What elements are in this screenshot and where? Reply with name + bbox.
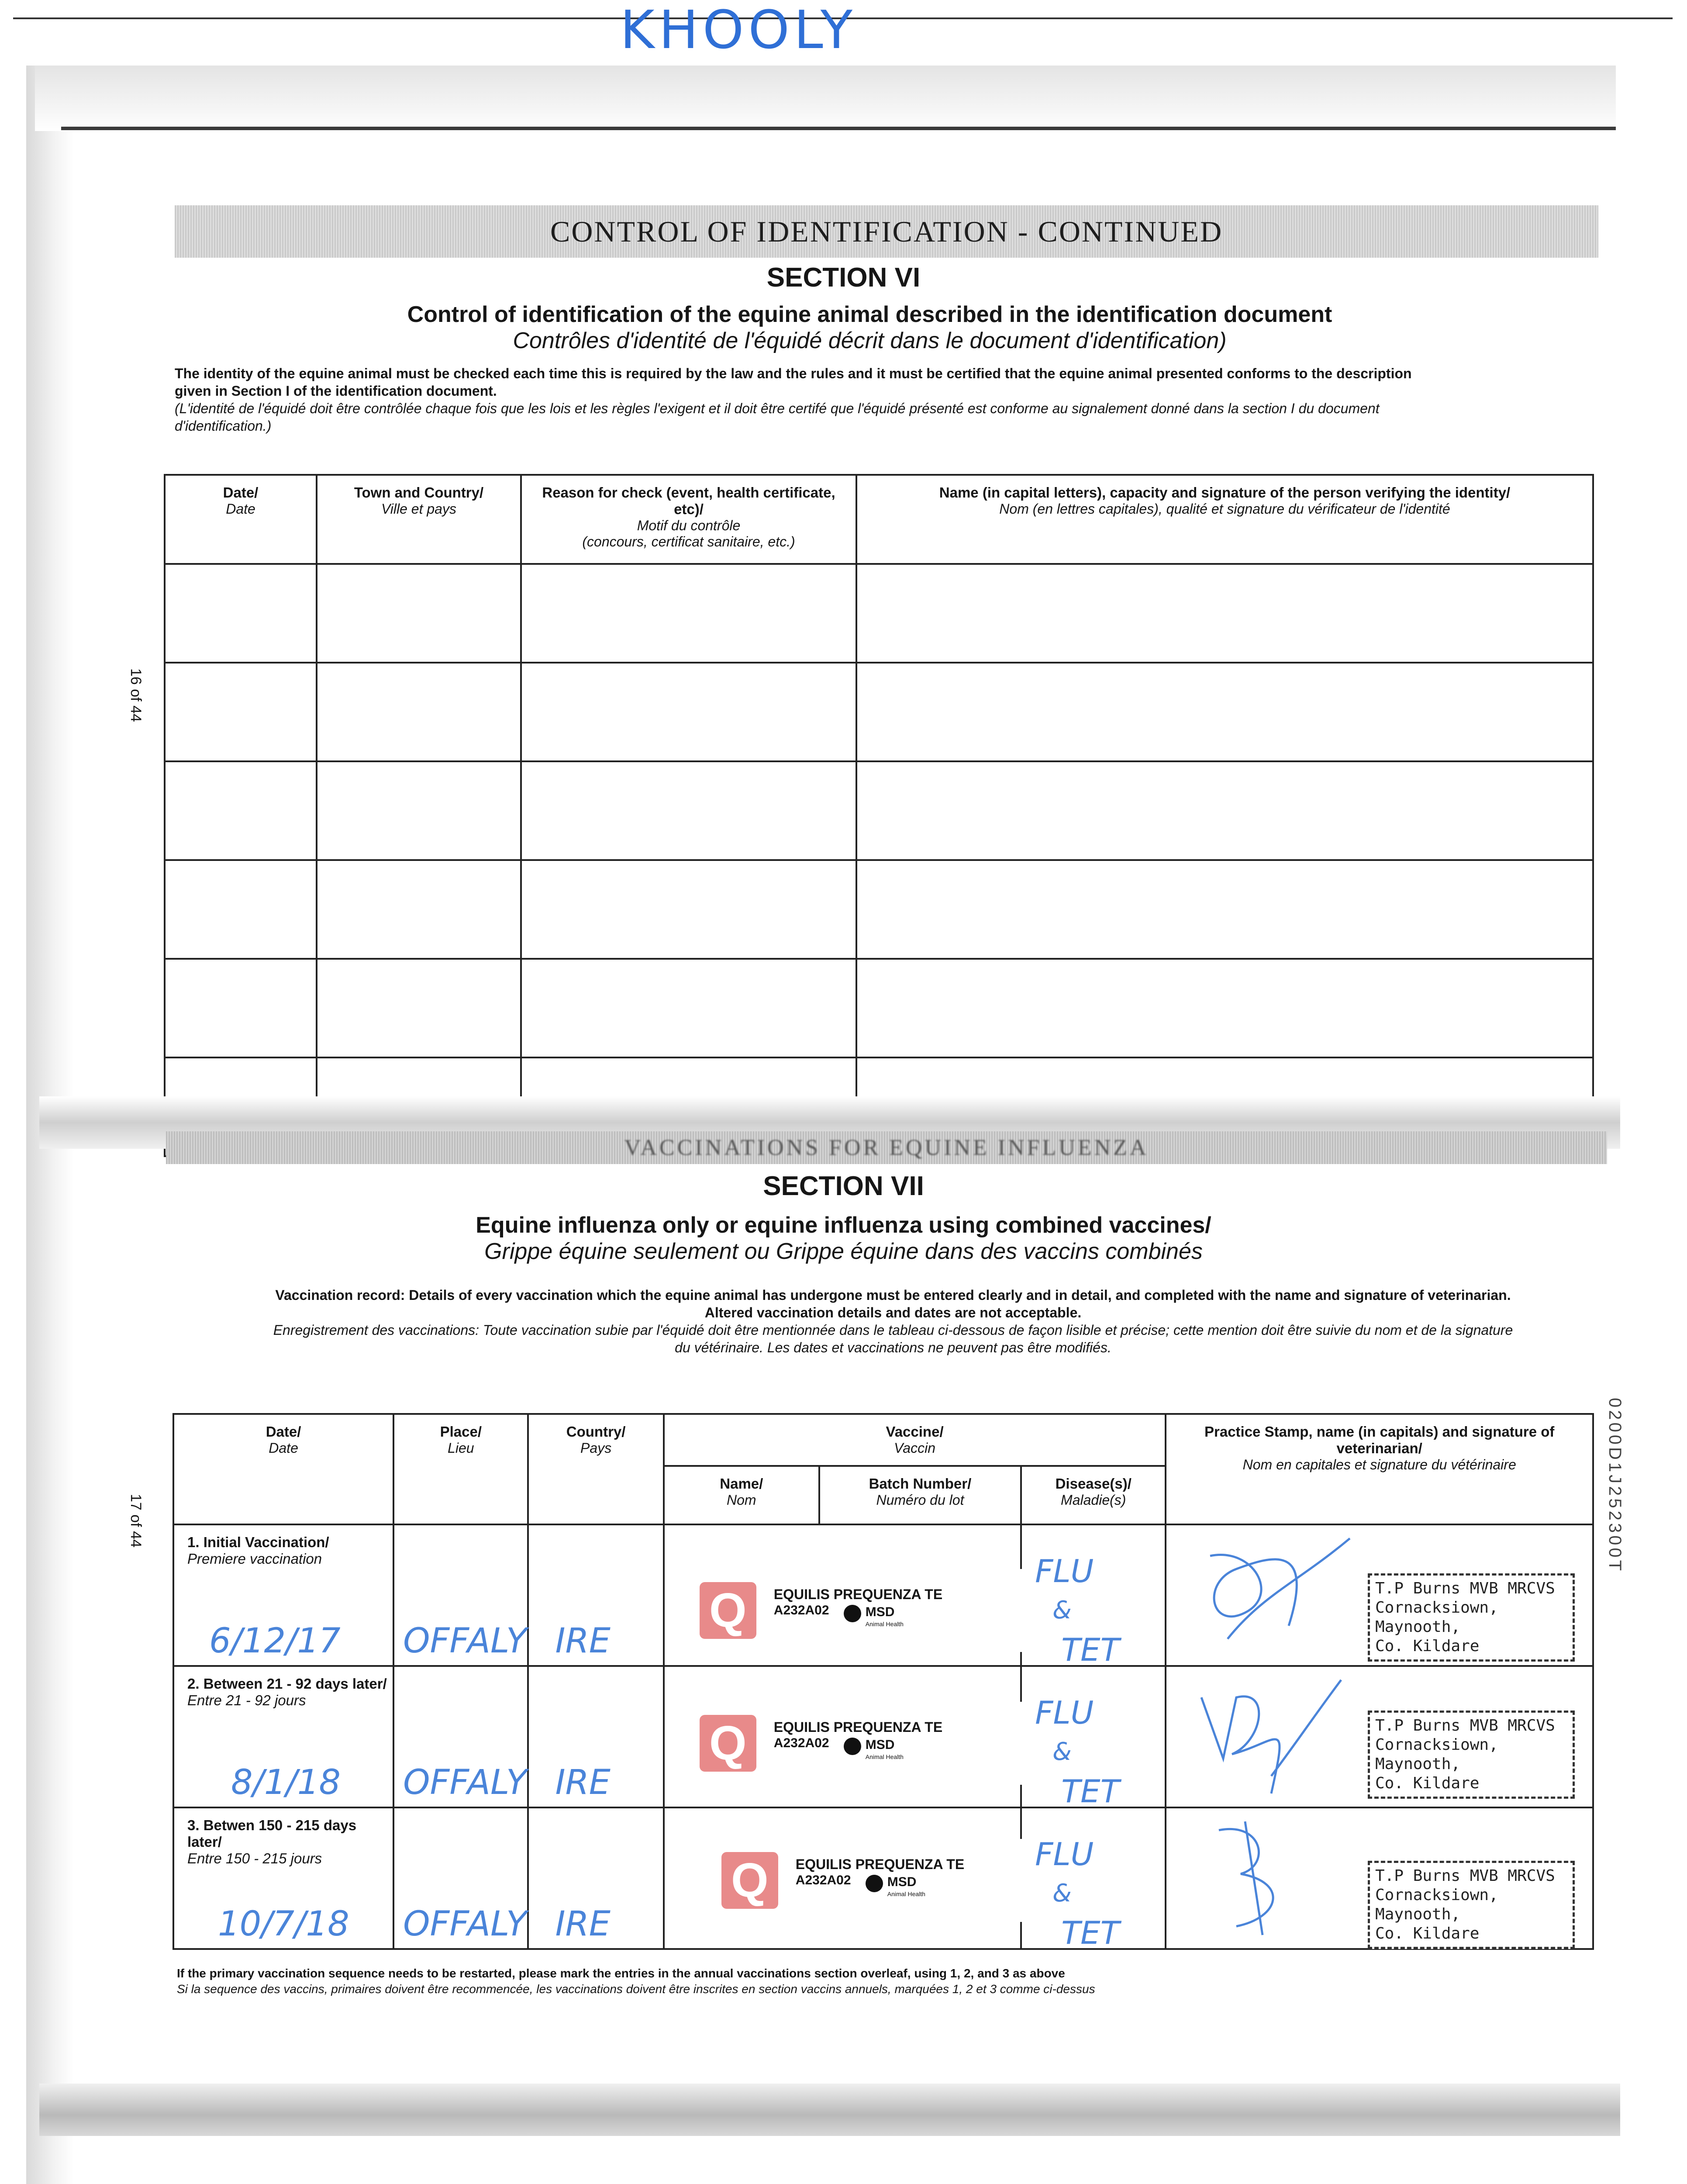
section6-note-fr-2: d'identification.) [175,418,272,434]
stamp-line-1: T.P Burns MVB MRCVS [1375,1867,1555,1885]
cell[interactable] [521,564,856,663]
practice-stamp [1368,1861,1575,1949]
section7-footnote [177,1966,1618,1997]
section7-note-fr: Enregistrement des vaccinations: Toute vaccination subie par l'équidé doit être mentionnée dans le tableau ci-dessous de façon lisible et précise; cette mention doit être suivie du nom et de la signature [273,1322,1513,1338]
section6-title-en: Control of identification of the equine animal described in the identification document [407,302,1332,327]
place-cell[interactable] [393,1524,528,1666]
page-number-16: 16 of 44 [128,668,144,722]
manufacturer-sub: Animal Health [887,1890,925,1897]
table-row [165,663,1593,761]
manufacturer: MSD [887,1875,917,1889]
stamp-cell [1166,1524,1593,1666]
disease-2: & [1052,1738,1072,1766]
row-label-fr: Entre 150 - 215 jours [187,1850,322,1866]
col-name-fr: Nom [727,1492,756,1508]
manufacturer: MSD [865,1738,895,1752]
stamp-line-3: Co. Kildare [1375,1637,1480,1655]
practice-stamp [1368,1573,1575,1662]
stamp-line-2: Cornacksiown, Maynooth, [1375,1886,1498,1923]
vaccination-country: IRE [555,1621,611,1661]
disease-cell [1021,1524,1166,1666]
section7-note-en: Vaccination record: Details of every vaccination which the equine animal has undergone must be entered clearly and in detail, and completed with the name and signature of veterinarian. [275,1287,1511,1303]
manufacturer: MSD [865,1605,895,1619]
disease-3: TET [1061,1914,1120,1951]
disease-2: & [1052,1596,1072,1624]
col-country-en: Country/ [566,1424,626,1440]
handwritten-header: KHOOLY [620,0,857,61]
cell[interactable] [521,860,856,959]
cell[interactable] [856,663,1593,761]
section6-banner [175,205,1598,258]
q-logo-icon: Q [721,1852,778,1909]
identity-check-table [164,474,1594,1157]
col-place [393,1414,528,1524]
col-place-en: Place/ [440,1424,482,1440]
vaccination-country: IRE [555,1904,611,1944]
col-batch [819,1466,1021,1524]
stamp-line-2: Cornacksiown, Maynooth, [1375,1736,1498,1773]
vaccination-row-3 [173,1807,1593,1949]
stamp-line-1: T.P Burns MVB MRCVS [1375,1717,1555,1735]
col-batch-fr: Numéro du lot [876,1492,964,1508]
col-date-fr: Date [269,1440,298,1456]
page-number-17: 17 of 44 [128,1494,144,1548]
section6-note-en-1: The identity of the equine animal must be checked each time this is required by the law and the rules and it must be certified that the equine animal presented conforms to the description [175,366,1412,381]
table-row [165,761,1593,860]
bottom-scan-band [39,2084,1620,2136]
section6-note-fr-1: (L'identité de l'équidé doit être contrôlée chaque fois que les lois et les règles l'exigent et il doit être certifé que l'équidé présenté est conforme au signalement donné dans la section I du document [175,401,1380,416]
cell[interactable] [317,860,521,959]
vaccination-date: 6/12/17 [209,1621,341,1661]
disease-text [1035,1693,1119,1811]
footnote-en: If the primary vaccination sequence needs to be restarted, please mark the entries in the annual vaccinations section overleaf, using 1, 2, and 3 as above [177,1966,1065,1980]
practice-stamp [1368,1711,1575,1799]
vaccination-place: OFFALY [403,1763,527,1802]
section7-title-en: Equine influenza only or equine influenza using combined vaccines/ [476,1213,1211,1238]
vet-signature [1184,1671,1367,1802]
cell[interactable] [521,959,856,1057]
col-verifier-en: Name (in capital letters), capacity and signature of the person verifying the identity/ [939,484,1511,501]
col-batch-en: Batch Number/ [869,1476,972,1492]
q-logo-icon: Q [700,1582,756,1639]
disease-1: FLU [1035,1694,1094,1731]
col-stamp [1166,1414,1593,1524]
vaccine-name: EQUILIS PREQUENZA TE [773,1719,943,1735]
section7-note-en-2: Altered vaccination details and dates are not acceptable. [704,1305,1082,1320]
disease-1: FLU [1035,1553,1094,1590]
place-cell[interactable] [393,1807,528,1949]
vaccination-row-2 [173,1666,1593,1807]
disease-text [1035,1835,1119,1952]
section7-note-fr-2: du vétérinaire. Les dates et vaccinations ne peuvent pas être modifiés. [675,1340,1111,1355]
row-label-en: 2. Between 21 - 92 days later/ [187,1676,387,1692]
table-row [165,860,1593,959]
col-vaccine [664,1414,1166,1466]
cell[interactable] [317,761,521,860]
cell[interactable] [521,663,856,761]
col-date [173,1414,393,1524]
section7-title-fr: Grippe équine seulement ou Grippe équine dans des vaccins combinés [484,1239,1203,1264]
row-label-en: 3. Betwen 150 - 215 days later/ [187,1817,357,1850]
stamp-line-3: Co. Kildare [1375,1774,1480,1792]
disease-text [1035,1552,1119,1669]
col-stamp-fr: Nom en capitales et signature du vétérinaire [1242,1457,1516,1472]
col-verifier [856,475,1593,564]
place-cell[interactable] [393,1666,528,1807]
top-rule [61,127,1616,130]
section7-note [183,1286,1603,1356]
cell[interactable] [856,564,1593,663]
col-disease [1021,1466,1166,1524]
cell[interactable] [165,860,317,959]
cell[interactable] [856,860,1593,959]
country-cell[interactable] [528,1666,663,1807]
disease-cell [1021,1807,1166,1949]
vaccination-row-1 [173,1524,1593,1666]
row-label-fr: Entre 21 - 92 jours [187,1692,306,1708]
col-vaccine-fr: Vaccin [894,1440,935,1456]
vaccination-header [173,1414,1593,1466]
cell[interactable] [317,663,521,761]
section6-banner-text: CONTROL OF IDENTIFICATION - CONTINUED [550,215,1223,248]
batch-number: A232A02 [795,1873,851,1887]
stamp-line-2: Cornacksiown, Maynooth, [1375,1599,1498,1636]
col-town [317,475,521,564]
section7-banner [166,1131,1607,1164]
col-date-en: Date/ [266,1424,301,1440]
col-name-en: Name/ [720,1476,763,1492]
col-stamp-en: Practice Stamp, name (in capitals) and signature of veterinarian/ [1204,1424,1555,1456]
col-date [165,475,317,564]
col-reason-en: Reason for check (event, health certificate, etc)/ [542,484,835,517]
col-date-fr: Date [226,501,255,517]
cell[interactable] [165,663,317,761]
row-label [173,1666,393,1807]
col-verifier-fr: Nom (en lettres capitales), qualité et signature du vérificateur de l'identité [999,501,1450,517]
section6-label: SECTION VI [766,263,921,293]
cell[interactable] [165,564,317,663]
msd-logo-icon [866,1875,883,1892]
disease-3: TET [1061,1773,1120,1810]
section6-note [175,365,1607,435]
col-reason [521,475,856,564]
vaccination-place: OFFALY [403,1904,527,1944]
section7-label: SECTION VII [763,1171,924,1201]
vaccination-date: 8/1/18 [231,1763,341,1802]
cell[interactable] [856,959,1593,1057]
cell[interactable] [165,959,317,1057]
country-cell[interactable] [528,1524,663,1666]
cell[interactable] [856,761,1593,860]
cell[interactable] [317,959,521,1057]
row-label-en: 1. Initial Vaccination/ [187,1534,329,1550]
section6-note-en-2: given in Section I of the identification document. [175,383,497,399]
msd-logo-icon [844,1605,861,1622]
row-label-fr: Premiere vaccination [187,1551,322,1567]
vaccine-label-cell [664,1524,1021,1666]
vet-signature [1184,1813,1367,1944]
vaccine-label-cell [664,1666,1021,1807]
vaccination-country: IRE [555,1763,611,1802]
stamp-line-1: T.P Burns MVB MRCVS [1375,1579,1555,1597]
col-place-fr: Lieu [448,1440,474,1456]
row-label [173,1807,393,1949]
q-logo-icon: Q [700,1715,756,1772]
table-row [165,959,1593,1057]
scan-edge-top [35,66,1616,131]
cell[interactable] [521,761,856,860]
col-country [528,1414,663,1524]
vaccination-place: OFFALY [403,1621,527,1661]
stamp-line-3: Co. Kildare [1375,1925,1480,1942]
section6-title-fr: Contrôles d'identité de l'équidé décrit dans le document d'identification) [513,328,1227,353]
msd-logo-icon [844,1738,861,1755]
cell[interactable] [165,761,317,860]
disease-cell [1021,1666,1166,1810]
col-reason-fr: Motif du contrôle [637,518,741,533]
vet-signature [1184,1530,1367,1661]
disease-1: FLU [1035,1836,1094,1873]
vaccine-name: EQUILIS PREQUENZA TE [773,1586,943,1602]
cell[interactable] [317,564,521,663]
col-town-fr: Ville et pays [381,501,456,517]
disease-2: & [1052,1879,1072,1908]
identity-check-header [165,475,1593,564]
col-disease-fr: Maladie(s) [1061,1492,1126,1508]
disease-3: TET [1061,1631,1120,1668]
manufacturer-sub: Animal Health [865,1753,904,1760]
col-country-fr: Pays [580,1440,612,1456]
stamp-cell [1166,1807,1593,1949]
col-town-en: Town and Country/ [354,484,484,501]
row-label [173,1524,393,1666]
vaccination-table [172,1413,1594,1950]
table-row [165,564,1593,663]
stamp-cell [1166,1666,1593,1807]
footnote-fr: Si la sequence des vaccins, primaires doivent être recommencée, les vaccinations doivent être inscrites en section vaccins annuels, marquées 1, 2 et 3 comme ci-dessus [177,1982,1095,1996]
vaccine-name: EQUILIS PREQUENZA TE [795,1856,965,1872]
col-vaccine-en: Vaccine/ [886,1424,944,1440]
col-disease-en: Disease(s)/ [1055,1476,1132,1492]
vaccine-label-cell [664,1807,1021,1949]
side-code: 0200D1J252300T [1605,1398,1625,1574]
col-reason-fr2: (concours, certificat sanitaire, etc.) [582,534,795,549]
manufacturer-sub: Animal Health [865,1621,904,1628]
country-cell[interactable] [528,1807,663,1949]
section7-banner-text: VACCINATIONS FOR EQUINE INFLUENZA [624,1135,1149,1160]
col-vaccine-name [664,1466,819,1524]
col-date-en: Date/ [223,484,259,501]
vaccination-date: 10/7/18 [218,1904,349,1944]
batch-number: A232A02 [773,1603,829,1617]
batch-number: A232A02 [773,1736,829,1750]
